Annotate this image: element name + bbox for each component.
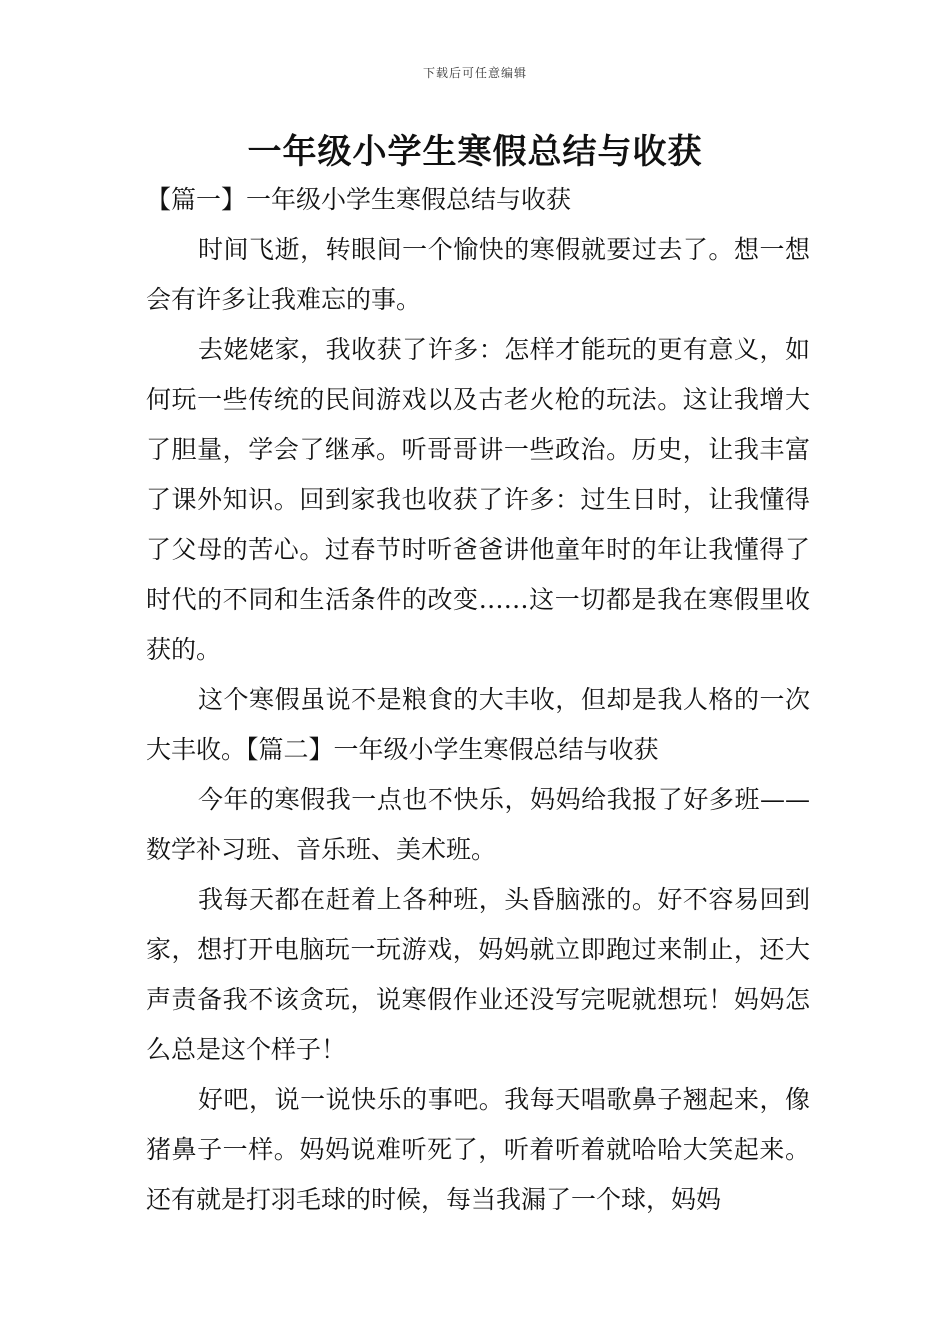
paragraph: 这个寒假虽说不是粮食的大丰收，但却是我人格的一次大丰收。【篇二】一年级小学生寒假总结与收获: [146, 685, 810, 764]
paragraph: 好吧，说一说快乐的事吧。我每天唱歌鼻子翘起来，像猪鼻子一样。妈妈说难听死了，听着听着就哈哈大笑起来。还有就是打羽毛球的时候，每当我漏了一个球，妈妈: [146, 1085, 810, 1214]
section-heading: 【篇一】一年级小学生寒假总结与收获: [146, 185, 572, 214]
header-note: 下载后可任意编辑: [422, 66, 527, 80]
document-body: [146, 175, 810, 1225]
document-title: 一年级小学生寒假总结与收获: [247, 132, 703, 172]
paragraph: 去姥姥家，我收获了许多：怎样才能玩的更有意义，如何玩一些传统的民间游戏以及古老火枪的玩法。这让我增大了胆量，学会了继承。听哥哥讲一些政治。历史，让我丰富了课外知识。回到家我也收获了许多：过生日时，让我懂得了父母的苦心。过春节时听爸爸讲他童年时的年让我懂得了时代的不同和生活条件的改变……这一切都是我在寒假里收获的。: [146, 335, 810, 664]
paragraph: 我每天都在赶着上各种班，头昏脑涨的。好不容易回到家，想打开电脑玩一玩游戏，妈妈就立即跑过来制止，还大声责备我不该贪玩，说寒假作业还没写完呢就想玩！妈妈怎么总是这个样子！: [146, 885, 810, 1064]
paragraph: 今年的寒假我一点也不快乐，妈妈给我报了好多班——数学补习班、音乐班、美术班。: [146, 785, 810, 864]
paragraph: 时间飞逝，转眼间一个愉快的寒假就要过去了。想一想会有许多让我难忘的事。: [146, 235, 810, 314]
